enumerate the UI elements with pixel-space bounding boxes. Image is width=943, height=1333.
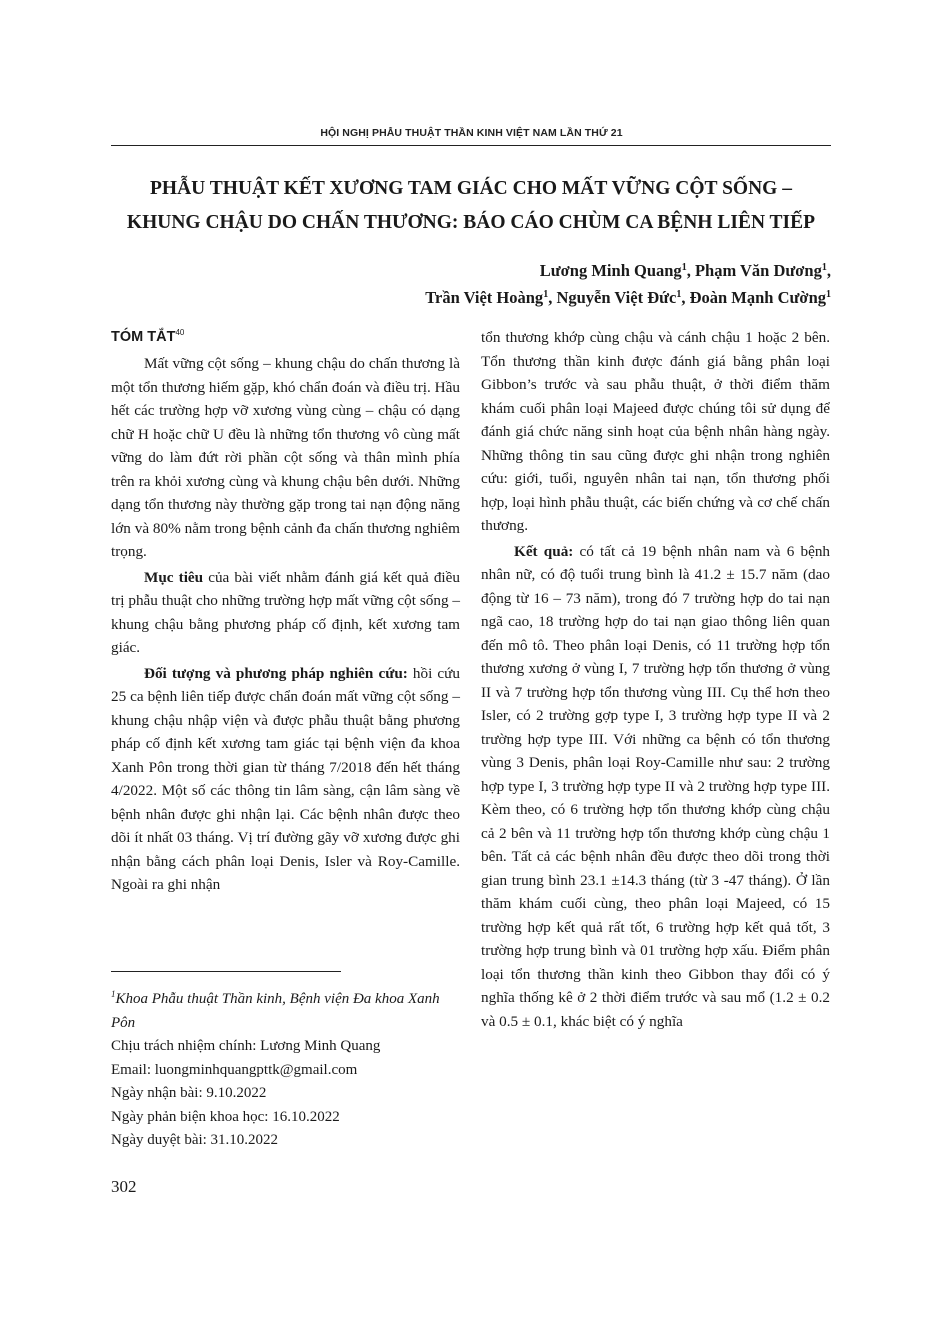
affiliation-marker: 1 [676, 289, 682, 300]
header-rule [111, 145, 831, 146]
author-name: Lương Minh Quang [539, 261, 682, 280]
contact-email: Email: luongminhquangpttk@gmail.com [111, 1061, 358, 1078]
author-name: Phạm Văn Dương [694, 261, 822, 280]
page-number: 302 [111, 1177, 137, 1196]
footnote-marker: 40 [175, 328, 185, 337]
objective-label: Mục tiêu [144, 568, 204, 586]
review-date: Ngày phản biện khoa học: 16.10.2022 [111, 1108, 340, 1125]
abstract-column-right [481, 326, 830, 1033]
author-name: Đoàn Mạnh Cường [689, 288, 826, 307]
abstract-paragraph-methods-cont: tổn thương khớp cùng chậu và cánh chậu 1 hoặc 2 bên. Tổn thương thần kinh được đánh giá bằng phân loại Gibbon’s trước và sau phẫu thuật, ở thời điểm thăm khám cuối phân loại Majeed được chúng tôi sử dụng để đánh giá chức năng sinh hoạt của bệnh nhân hàng ngày. Những thông tin sau cũng được ghi nhận trong nghiên cứu: giới, tuổi, nguyên nhân tai nạn, tổn thương phối hợp, loại hình phẫu thuật, các biến chứng và cơ chế chấn thương. [481, 329, 830, 534]
affiliation-note: $^1$Khoa Phẫu thuật Thần kinh, Bệnh viện Đa khoa Xanh Pôn [111, 989, 440, 1031]
affiliation-marker: 1 [821, 262, 827, 273]
abstract-paragraph-objective: Mục tiêu của bài viết nhằm đánh giá kết quả điều trị phẫu thuật cho những trường hợp mất vững cột sống – khung chậu bằng phương pháp cố định, kết xương tam giác. [111, 568, 460, 656]
abstract-column-left [111, 326, 460, 897]
abstract-paragraph-methods: Đối tượng và phương pháp nghiên cứu: hồi cứu 25 ca bệnh liên tiếp được chẩn đoán mất vững cột sống – khung chậu nhập viện và được phẫu thuật bằng phương pháp cố định kết xương tam giác tại bệnh viện đa khoa Xanh Pôn trong thời gian từ tháng 7/2018 đến hết tháng 4/2022. Một số các thông tin lâm sàng, cận lâm sàng về bệnh nhân được ghi nhận lại. Các bệnh nhân được theo dõi ít nhất 03 tháng. Vị trí đường gãy vỡ xương được ghi nhận bằng cách phân loại Denis, Isler và Roy-Camille. Ngoài ra ghi nhận [111, 664, 460, 893]
author-name: Trần Việt Hoàng [425, 288, 544, 307]
abstract-paragraph-intro: Mất vững cột sống – khung chậu do chấn thương là một tổn thương hiếm gặp, khó chẩn đoán và điều trị. Hầu hết các trường hợp vỡ xương vùng cùng – chậu có dạng chữ H hoặc chữ U đều là những tổn thương vô cùng mất vững do làm đứt rời phần cột sống và thân mình phía trên ra khỏi xương cùng và khung chậu bên dưới. Những dạng tổn thương này thường gặp trong tai nạn động năng lớn và 80% nằm trong bệnh cảnh đa chấn thương nghiêm trọng. [111, 355, 460, 560]
footnote-rule [111, 971, 341, 972]
article-title [111, 172, 831, 240]
received-date: Ngày nhận bài: 9.10.2022 [111, 1085, 267, 1101]
methods-label: Đối tượng và phương pháp nghiên cứu: [144, 664, 408, 682]
title-line-2: KHUNG CHẬU DO CHẤN THƯƠNG: BÁO CÁO CHÙM CA BỆNH LIÊN TIẾP [126, 212, 816, 233]
author-list [425, 257, 831, 311]
abstract-paragraph-results: Kết quả: có tất cả 19 bệnh nhân nam và 6 bệnh nhân nữ, có độ tuổi trung bình là 41.2 ± 15.7 năm (dao động từ 16 – 73 năm), trong đó 7 trường hợp do tai nạn ngã cao, 18 trường hợp do tai nạn giao thông liên quan đến mô tô. Theo phân loại Denis, có 11 trường hợp tổn thương xương ở vùng I, 7 trường hợp tổn thương ở vùng II và 7 trường hợp tổn thương vùng III. Cụ thể hơn theo Isler, có 2 trường gợp type I, 3 trường hợp type II và 2 trường hợp type III. Với những ca bệnh có tổn thương vùng 3 Denis, phân loại Roy-Camille như sau: 2 trường hợp type I, 3 trường hợp type II và 2 trường hợp type III. Kèm theo, có 6 trường hợp tổn thương khớp cùng chậu cả 2 bên và 11 trường hợp tổn thương khớp cùng chậu 1 bên. Tất cả các bệnh nhân đều được theo dõi trong thời gian trung bình 23.1 ±14.3 tháng (từ 3 -47 tháng). Ở lần thăm khám cuối cùng, theo phân loại Majeed, có 15 trường hợp kết quả rất tốt, 6 trường hợp kết quả tốt, 3 trường hợp trung bình và 01 trường hợp xấu. Điểm phân loại tổn thương thần kinh theo Gibbon thay đổi có ý nghĩa thống kê ở 2 thời điểm trước và sau mổ (1.2 ± 0.2 và 0.5 ± 0.1, khác biệt có ý nghĩa [481, 542, 831, 1030]
abstract-heading: TÓM TẮT$^{40}$ [111, 328, 185, 345]
author-line-1: Lương Minh Quang$^1$, Phạm Văn Dương$^1$, [539, 261, 831, 280]
footnotes [111, 988, 463, 1153]
corresponding-author: Chịu trách nhiệm chính: Lương Minh Quang [111, 1038, 381, 1054]
affiliation-marker: 1 [681, 262, 687, 273]
affiliation-marker: 1 [543, 289, 549, 300]
author-name: Nguyễn Việt Đức [556, 288, 677, 307]
title-line-1: PHẪU THUẬT KẾT XƯƠNG TAM GIÁC CHO MẤT VỮNG CỘT SỐNG – [150, 178, 792, 199]
accepted-date: Ngày duyệt bài: 31.10.2022 [111, 1132, 279, 1148]
author-line-2: Trần Việt Hoàng$^1$, Nguyễn Việt Đức$^1$, Đoàn Mạnh Cường$^1$ [425, 288, 831, 307]
running-head: HỘI NGHỊ PHẪU THUẬT THẦN KINH VIỆT NAM LẦN THỨ 21 [320, 127, 623, 139]
results-label: Kết quả: [514, 542, 574, 560]
affiliation-marker: 1 [826, 289, 831, 300]
